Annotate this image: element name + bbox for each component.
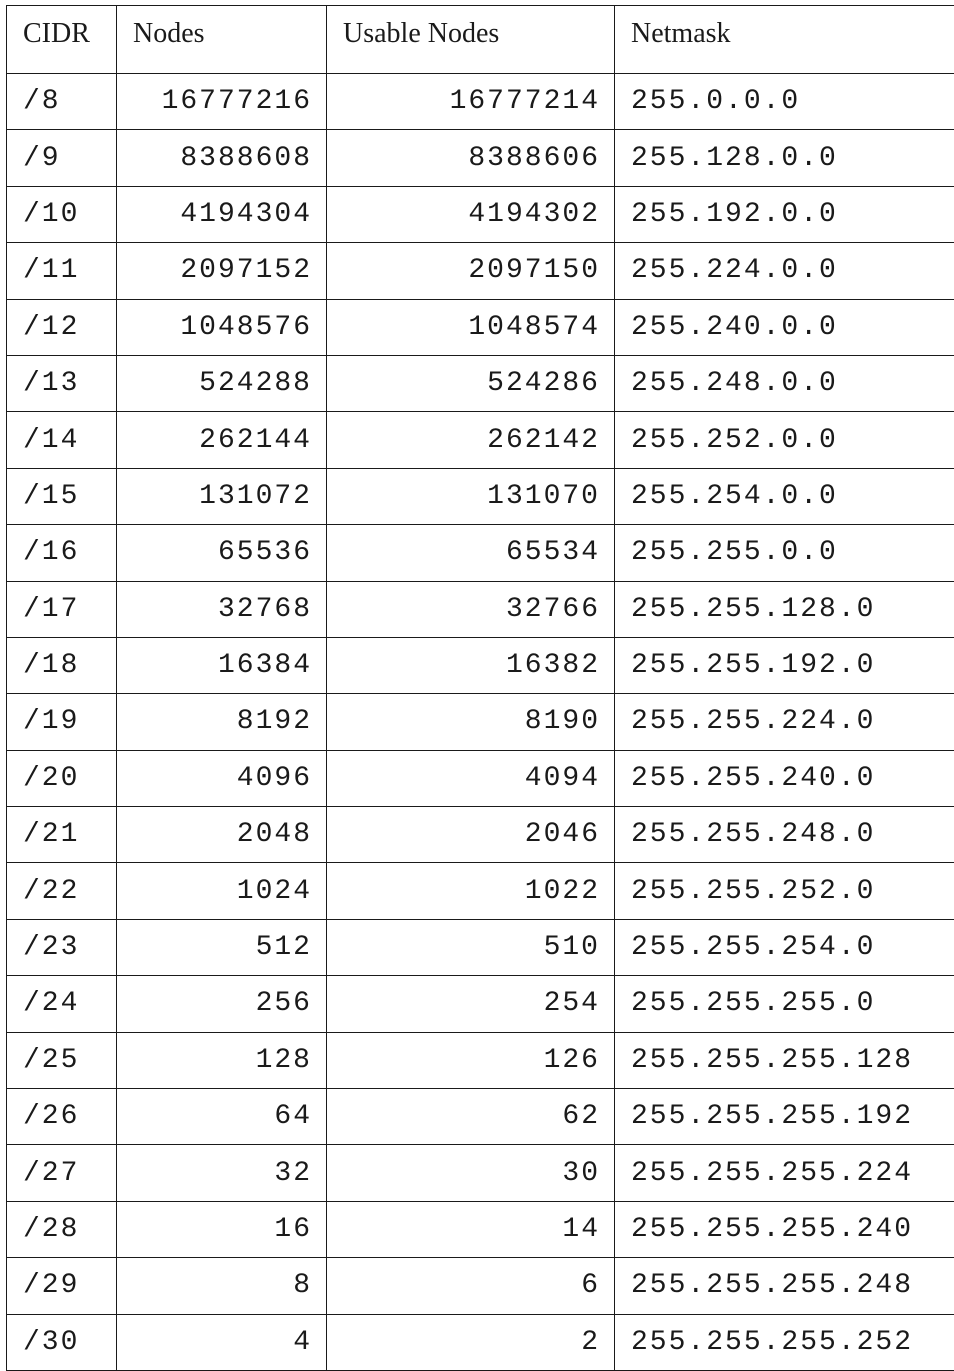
table-row <box>7 525 954 581</box>
cell-usable-nodes: 510 <box>327 919 615 975</box>
cell-netmask: 255.255.252.0 <box>615 863 954 919</box>
cell-cidr: /8 <box>7 74 117 130</box>
cell-nodes: 32768 <box>117 581 327 637</box>
cell-nodes: 65536 <box>117 525 327 581</box>
cell-cidr: /11 <box>7 243 117 299</box>
cell-usable-nodes: 4094 <box>327 750 615 806</box>
cell-netmask: 255.254.0.0 <box>615 468 954 524</box>
cell-nodes: 32 <box>117 1145 327 1201</box>
cell-cidr: /29 <box>7 1258 117 1314</box>
cell-nodes: 128 <box>117 1032 327 1088</box>
table-row <box>7 74 954 130</box>
table-row <box>7 637 954 693</box>
table-body <box>7 74 954 1371</box>
cell-nodes: 2097152 <box>117 243 327 299</box>
cell-nodes: 256 <box>117 976 327 1032</box>
cell-netmask: 255.128.0.0 <box>615 130 954 186</box>
cell-netmask: 255.255.255.252 <box>615 1314 954 1370</box>
header-nodes: Nodes <box>117 6 327 74</box>
header-usable-nodes: Usable Nodes <box>327 6 615 74</box>
cell-usable-nodes: 14 <box>327 1201 615 1257</box>
cell-netmask: 255.255.254.0 <box>615 919 954 975</box>
cell-netmask: 255.255.192.0 <box>615 637 954 693</box>
cell-nodes: 16777216 <box>117 74 327 130</box>
cell-cidr: /23 <box>7 919 117 975</box>
cell-netmask: 255.255.255.0 <box>615 976 954 1032</box>
table-row <box>7 468 954 524</box>
cell-netmask: 255.255.255.248 <box>615 1258 954 1314</box>
cell-usable-nodes: 16382 <box>327 637 615 693</box>
cell-usable-nodes: 2097150 <box>327 243 615 299</box>
cell-usable-nodes: 2046 <box>327 807 615 863</box>
cell-usable-nodes: 524286 <box>327 355 615 411</box>
cell-usable-nodes: 62 <box>327 1089 615 1145</box>
cell-cidr: /13 <box>7 355 117 411</box>
table-row <box>7 863 954 919</box>
cell-nodes: 8388608 <box>117 130 327 186</box>
cell-nodes: 16384 <box>117 637 327 693</box>
cell-cidr: /19 <box>7 694 117 750</box>
cell-cidr: /15 <box>7 468 117 524</box>
cell-usable-nodes: 16777214 <box>327 74 615 130</box>
table-row <box>7 919 954 975</box>
cell-cidr: /22 <box>7 863 117 919</box>
cell-nodes: 4194304 <box>117 186 327 242</box>
table-row <box>7 1258 954 1314</box>
cell-nodes: 1024 <box>117 863 327 919</box>
cell-usable-nodes: 262142 <box>327 412 615 468</box>
cell-netmask: 255.192.0.0 <box>615 186 954 242</box>
cell-usable-nodes: 65534 <box>327 525 615 581</box>
cell-usable-nodes: 8388606 <box>327 130 615 186</box>
table-row <box>7 976 954 1032</box>
table-row <box>7 1201 954 1257</box>
cell-cidr: /24 <box>7 976 117 1032</box>
table-row <box>7 581 954 637</box>
cell-cidr: /27 <box>7 1145 117 1201</box>
cell-nodes: 524288 <box>117 355 327 411</box>
cell-nodes: 2048 <box>117 807 327 863</box>
cell-cidr: /10 <box>7 186 117 242</box>
table-row <box>7 412 954 468</box>
cell-cidr: /28 <box>7 1201 117 1257</box>
cell-usable-nodes: 2 <box>327 1314 615 1370</box>
header-netmask: Netmask <box>615 6 954 74</box>
cell-nodes: 1048576 <box>117 299 327 355</box>
table-row <box>7 355 954 411</box>
table-row <box>7 1032 954 1088</box>
cell-netmask: 255.255.255.224 <box>615 1145 954 1201</box>
cell-netmask: 255.255.224.0 <box>615 694 954 750</box>
table-row <box>7 1314 954 1370</box>
cell-cidr: /26 <box>7 1089 117 1145</box>
cell-netmask: 255.255.240.0 <box>615 750 954 806</box>
cell-netmask: 255.252.0.0 <box>615 412 954 468</box>
cell-netmask: 255.240.0.0 <box>615 299 954 355</box>
cell-netmask: 255.255.128.0 <box>615 581 954 637</box>
cell-nodes: 512 <box>117 919 327 975</box>
cell-netmask: 255.224.0.0 <box>615 243 954 299</box>
cell-usable-nodes: 131070 <box>327 468 615 524</box>
table-row <box>7 243 954 299</box>
cell-cidr: /30 <box>7 1314 117 1370</box>
cell-usable-nodes: 6 <box>327 1258 615 1314</box>
cell-cidr: /18 <box>7 637 117 693</box>
cell-usable-nodes: 8190 <box>327 694 615 750</box>
cell-netmask: 255.0.0.0 <box>615 74 954 130</box>
table-row <box>7 186 954 242</box>
header-row <box>7 6 954 74</box>
cell-usable-nodes: 32766 <box>327 581 615 637</box>
cell-cidr: /25 <box>7 1032 117 1088</box>
cell-usable-nodes: 1022 <box>327 863 615 919</box>
table-row <box>7 807 954 863</box>
cell-cidr: /12 <box>7 299 117 355</box>
table-row <box>7 1145 954 1201</box>
cell-usable-nodes: 30 <box>327 1145 615 1201</box>
table-header <box>7 6 954 74</box>
table-row <box>7 130 954 186</box>
cell-cidr: /14 <box>7 412 117 468</box>
cell-netmask: 255.255.0.0 <box>615 525 954 581</box>
cell-nodes: 4 <box>117 1314 327 1370</box>
cell-netmask: 255.255.255.192 <box>615 1089 954 1145</box>
cell-nodes: 131072 <box>117 468 327 524</box>
table-row <box>7 694 954 750</box>
cell-nodes: 64 <box>117 1089 327 1145</box>
cell-cidr: /17 <box>7 581 117 637</box>
table-row <box>7 750 954 806</box>
cell-netmask: 255.255.255.128 <box>615 1032 954 1088</box>
cell-nodes: 4096 <box>117 750 327 806</box>
cell-netmask: 255.255.248.0 <box>615 807 954 863</box>
cell-usable-nodes: 1048574 <box>327 299 615 355</box>
cell-usable-nodes: 126 <box>327 1032 615 1088</box>
cell-nodes: 16 <box>117 1201 327 1257</box>
cell-nodes: 262144 <box>117 412 327 468</box>
cell-cidr: /9 <box>7 130 117 186</box>
cell-cidr: /20 <box>7 750 117 806</box>
cell-nodes: 8 <box>117 1258 327 1314</box>
cell-netmask: 255.248.0.0 <box>615 355 954 411</box>
table-row <box>7 1089 954 1145</box>
cidr-table <box>6 5 954 1371</box>
cell-usable-nodes: 4194302 <box>327 186 615 242</box>
table-row <box>7 299 954 355</box>
header-cidr: CIDR <box>7 6 117 74</box>
cell-cidr: /16 <box>7 525 117 581</box>
cell-usable-nodes: 254 <box>327 976 615 1032</box>
cell-netmask: 255.255.255.240 <box>615 1201 954 1257</box>
cell-nodes: 8192 <box>117 694 327 750</box>
cell-cidr: /21 <box>7 807 117 863</box>
